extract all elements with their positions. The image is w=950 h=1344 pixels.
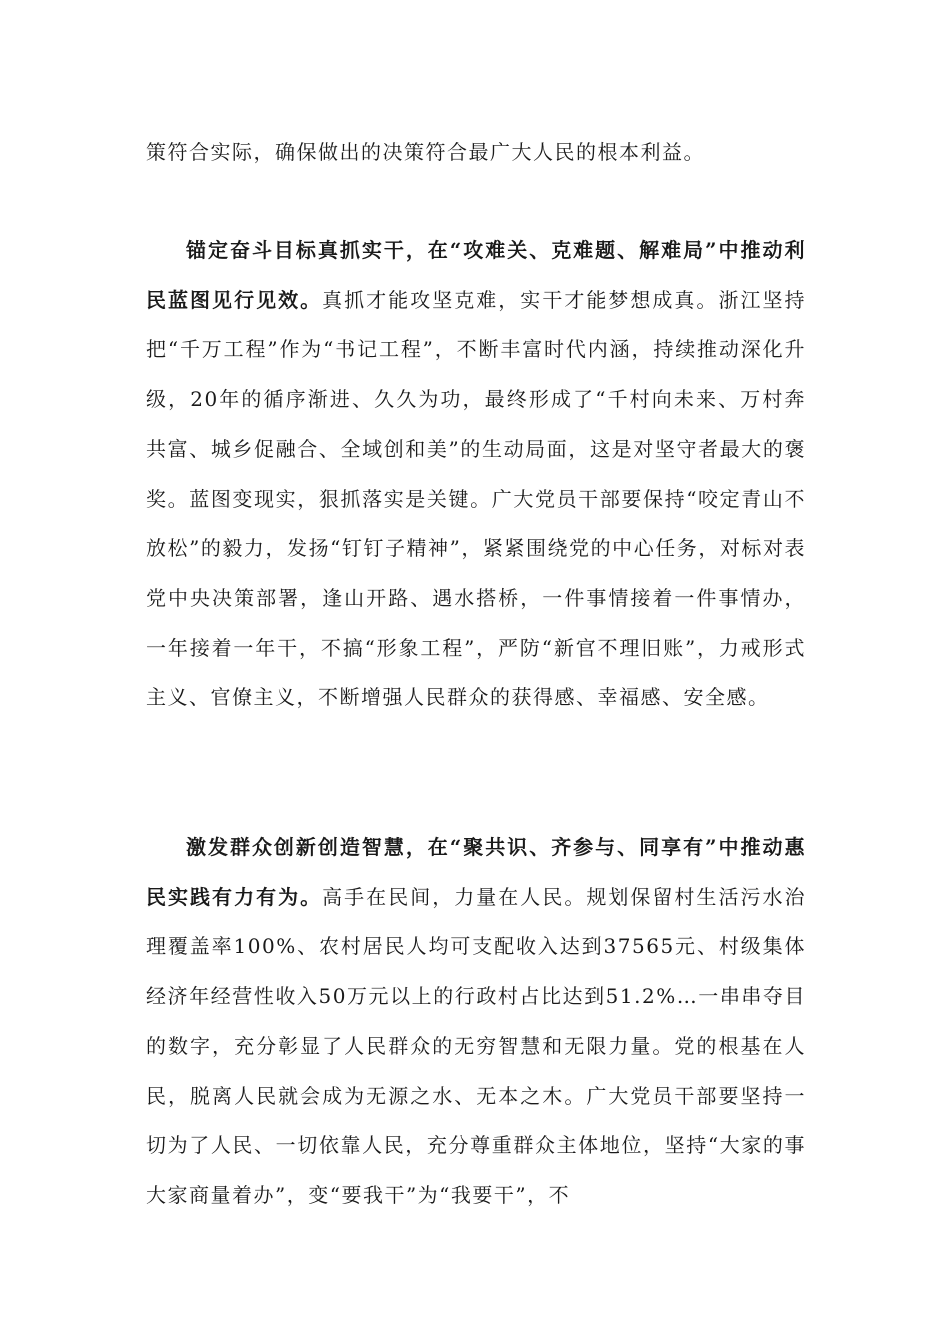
paragraph-1-lead: 锚定奋斗目标真抓实干，在“攻难关、克难题、解难局”中推动利民蓝图见行见效。: [146, 238, 806, 312]
continuation-paragraph: 策符合实际，确保做出的决策符合最广大人民的根本利益。: [146, 140, 705, 164]
paragraph-1: [146, 226, 806, 723]
paragraph-2-body: 高手在民间，力量在人民。规划保留村生活污水治理覆盖率100%、农村居民人均可支配收入达到37565元、村级集体经济年经营性收入50万元以上的行政村占比达到51.2%…一串串夺目的数字，充分彰显了人民群众的无穷智慧和无限力量。党的根基在人民，脱离人民就会成为无源之水、无本之木。广大党员干部要坚持一切为了人民、一切依靠人民，充分尊重群众主体地位，坚持“大家的事大家商量着办”，变“要我干”为“我要干”，不: [146, 884, 807, 1207]
paragraph-2-lead: 激发群众创新创造智慧，在“聚共识、齐参与、同享有”中推动惠民实践有力有为。: [146, 835, 806, 909]
paragraph-1-body: 真抓才能攻坚克难，实干才能梦想成真。浙江坚持把“千万工程”作为“书记工程”，不断丰富时代内涵，持续推动深化升级，20年的循序渐进、久久为功，最终形成了“千村向未来、万村奔共富、城乡促融合、全域创和美”的生动局面，这是对坚守者最大的褒奖。蓝图变现实，狠抓落实是关键。广大党员干部要保持“咬定青山不放松”的毅力，发扬“钉钉子精神”，紧紧围绕党的中心任务，对标对表党中央决策部署，逢山开路、遇水搭桥，一件事情接着一件事情办，一年接着一年干，不搞“形象工程”，严防“新官不理旧账”，力戒形式主义、官僚主义，不断增强人民群众的获得感、幸福感、安全感。: [146, 287, 807, 710]
paragraph-2: [146, 823, 806, 1221]
